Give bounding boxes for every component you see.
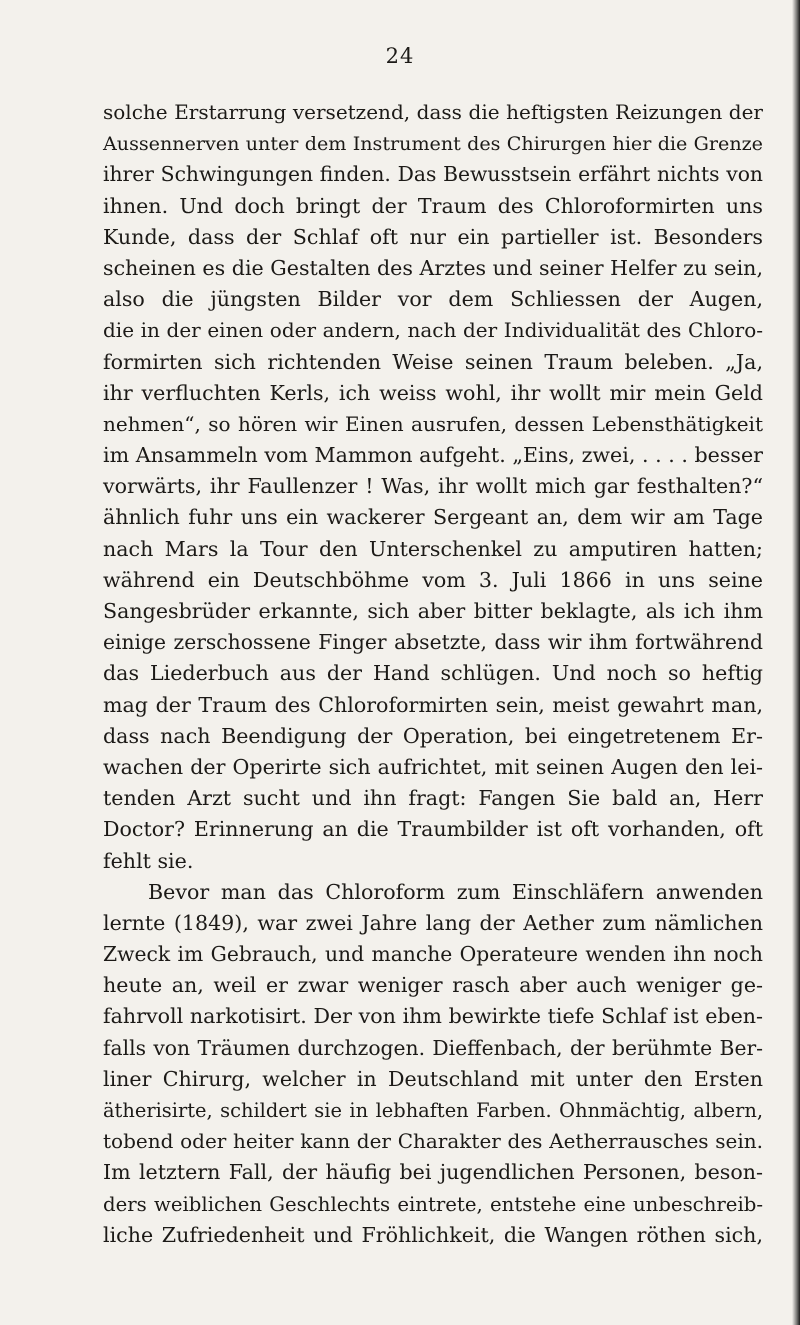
text-line: Kunde, dass der Schlaf oft nur ein partieller ist. Besonders [103,224,763,249]
text-line: tenden Arzt sucht und ihn fragt: Fangen Sie bald an, Herr [103,786,763,811]
page-edge-shadow [792,0,800,1325]
text-line: Im letztern Fall, der häufig bei jugendlichen Personen, beson- [103,1160,763,1185]
text-line: Bevor man das Chloroform zum Einschläfern anwenden [148,879,763,904]
text-line: falls von Träumen durchzogen. Dieffenbach, der berühmte Ber- [103,1035,763,1060]
text-line: liner Chirurg, welcher in Deutschland mit unter den Ersten [103,1066,763,1091]
text-line: formirten sich richtenden Weise seinen Traum beleben. „Ja, [103,349,763,374]
text-line: Sangesbrüder erkannte, sich aber bitter beklagte, als ich ihm [103,599,763,623]
text-line: liche Zufriedenheit und Fröhlichkeit, die Wangen röthen sich, [103,1222,763,1247]
text-line: die in der einen oder andern, nach der Individualität des Chloro- [103,318,763,343]
text-line: fehlt sie. [103,848,194,873]
text-line: im Ansammeln vom Mammon aufgeht. „Eins, zwei, . . . . besser [103,443,763,468]
text-line: fahrvoll narkotisirt. Der von ihm bewirkte tiefe Schlaf ist eben- [103,1004,763,1029]
page-number: 24 [385,44,415,68]
text-line: ders weiblichen Geschlechts eintrete, entstehe eine unbeschreib- [103,1192,763,1216]
text-line: das Liederbuch aus der Hand schlügen. Und noch so heftig [103,661,763,686]
text-line: während ein Deutschböhme vom 3. Juli 1866 in uns seine [103,567,763,592]
text-line: Doctor? Erinnerung an die Traumbilder ist oft vorhanden, oft [103,817,763,842]
text-line: nach Mars la Tour den Unterschenkel zu amputiren hatten; [103,536,763,561]
text-line: nehmen“, so hören wir Einen ausrufen, dessen Lebensthätigkeit [103,411,763,436]
text-line: ähnlich fuhr uns ein wackerer Sergeant an, dem wir am Tage [103,505,763,530]
text-line: dass nach Beendigung der Operation, bei eingetretenem Er- [103,723,763,748]
text-line: Zweck im Gebrauch, und manche Operateure wenden ihn noch [103,942,763,967]
text-line: solche Erstarrung versetzend, dass die heftigsten Reizungen der [103,100,763,124]
text-line: vorwärts, ihr Faullenzer ! Was, ihr wollt mich gar festhalten?“ [103,474,763,499]
text-line: einige zerschossene Finger absetzte, dass wir ihm fortwährend [103,630,763,655]
text-line: Aussennerven unter dem Instrument des Chirurgen hier die Grenze [103,132,763,156]
text-line: ätherisirte, schildert sie in lebhaften Farben. Ohnmächtig, albern, [103,1099,763,1122]
body-text [103,97,763,1251]
text-line: ihr verfluchten Kerls, ich weiss wohl, ihr wollt mir mein Geld [103,380,763,405]
text-line: heute an, weil er zwar weniger rasch aber auch weniger ge- [103,973,763,998]
text-line: lernte (1849), war zwei Jahre lang der Aether zum nämlichen [103,910,763,935]
text-line: wachen der Operirte sich aufrichtet, mit seinen Augen den lei- [103,754,763,779]
text-line: ihrer Schwingungen finden. Das Bewusstsein erfährt nichts von [103,162,763,187]
text-line: also die jüngsten Bilder vor dem Schliessen der Augen, [103,287,763,312]
text-line: tobend oder heiter kann der Charakter des Aetherrausches sein. [103,1129,763,1154]
text-line: mag der Traum des Chloroformirten sein, meist gewahrt man, [103,692,763,717]
text-line: scheinen es die Gestalten des Arztes und seiner Helfer zu sein, [103,255,763,280]
text-line: ihnen. Und doch bringt der Traum des Chloroformirten uns [103,193,763,218]
